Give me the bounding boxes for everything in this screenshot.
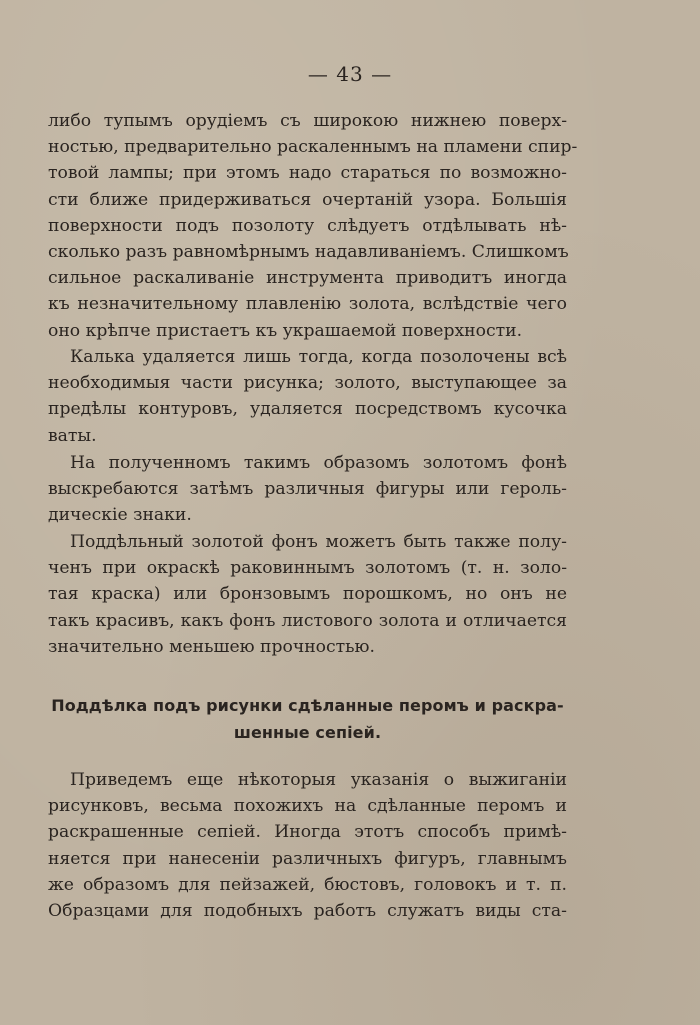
- text-line: Поддѣльный золотой фонъ можетъ быть также полу-: [70, 532, 567, 552]
- text-line: Калька удаляется лишь тогда, когда позолочены всѣ: [70, 347, 567, 367]
- paragraph-gilding-method: [48, 108, 578, 344]
- text-line: сильное раскаливаніе инструмента приводитъ иногда: [48, 268, 567, 289]
- text-line: ностью, предварительно раскаленнымъ на пламени спир-: [48, 137, 578, 158]
- text-line: тая краска) или бронзовымъ порошкомъ, но онъ не: [48, 584, 567, 605]
- text-line: Образцами для подобныхъ работъ служатъ виды ста-: [48, 900, 567, 921]
- text-line: раскрашенные сепіей. Иногда этотъ способъ примѣ-: [48, 822, 567, 843]
- paragraph-fake-gold-background: [48, 529, 567, 660]
- text-line: же образомъ для пейзажей, бюстовъ, головокъ и т. п.: [48, 874, 567, 895]
- text-line: Приведемъ еще нѣкоторыя указанія о выжиганіи: [70, 770, 567, 790]
- text-line: необходимыя части рисунка; золото, выступающее за: [48, 373, 567, 394]
- text-line: няется при нанесеніи различныхъ фигуръ, главнымъ: [48, 848, 567, 869]
- text-line: предѣлы контуровъ, удаляется посредствомъ кусочка: [48, 399, 567, 420]
- paragraph-tracing-removal: [48, 344, 567, 449]
- heading-line: шенные сепіей.: [233, 723, 382, 742]
- text-line: сти ближе придерживаться очертаній узора. Большія: [48, 189, 567, 210]
- section-heading: [48, 692, 567, 746]
- heading-line: Поддѣлка подъ рисунки сдѣланные перомъ и раскра-: [51, 696, 564, 715]
- text-line: къ незначительному плавленію золота, вслѣдствіе чего: [48, 294, 567, 315]
- text-line: сколько разъ равномѣрнымъ надавливаніемъ. Слишкомъ: [48, 241, 569, 262]
- text-line: ваты.: [48, 425, 97, 446]
- paragraph-gold-background: [48, 450, 567, 529]
- text-line: поверхности подъ позолоту слѣдуетъ отдѣлывать нѣ-: [48, 215, 567, 236]
- text-line: значительно меньшею прочностью.: [48, 636, 375, 657]
- text-line: На полученномъ такимъ образомъ золотомъ фонѣ: [70, 453, 567, 473]
- text-line: либо тупымъ орудіемъ съ широкою нижнею поверх-: [48, 111, 567, 131]
- text-line: выскребаются затѣмъ различныя фигуры или героль-: [48, 479, 567, 500]
- text-line: такъ красивъ, какъ фонъ листового золота и отличается: [48, 610, 567, 631]
- text-line: оно крѣпче пристаетъ къ украшаемой поверхности.: [48, 320, 523, 341]
- page-number: — 43 —: [307, 62, 393, 86]
- paragraph-sepia-burning: [48, 767, 567, 924]
- text-line: ченъ при окраскѣ раковиннымъ золотомъ (т. н. золо-: [48, 558, 567, 579]
- text-line: товой лампы; при этомъ надо стараться по возможно-: [48, 163, 567, 184]
- text-line: рисунковъ, весьма похожихъ на сдѣланные перомъ и: [48, 796, 567, 817]
- text-line: дическіе знаки.: [48, 505, 192, 526]
